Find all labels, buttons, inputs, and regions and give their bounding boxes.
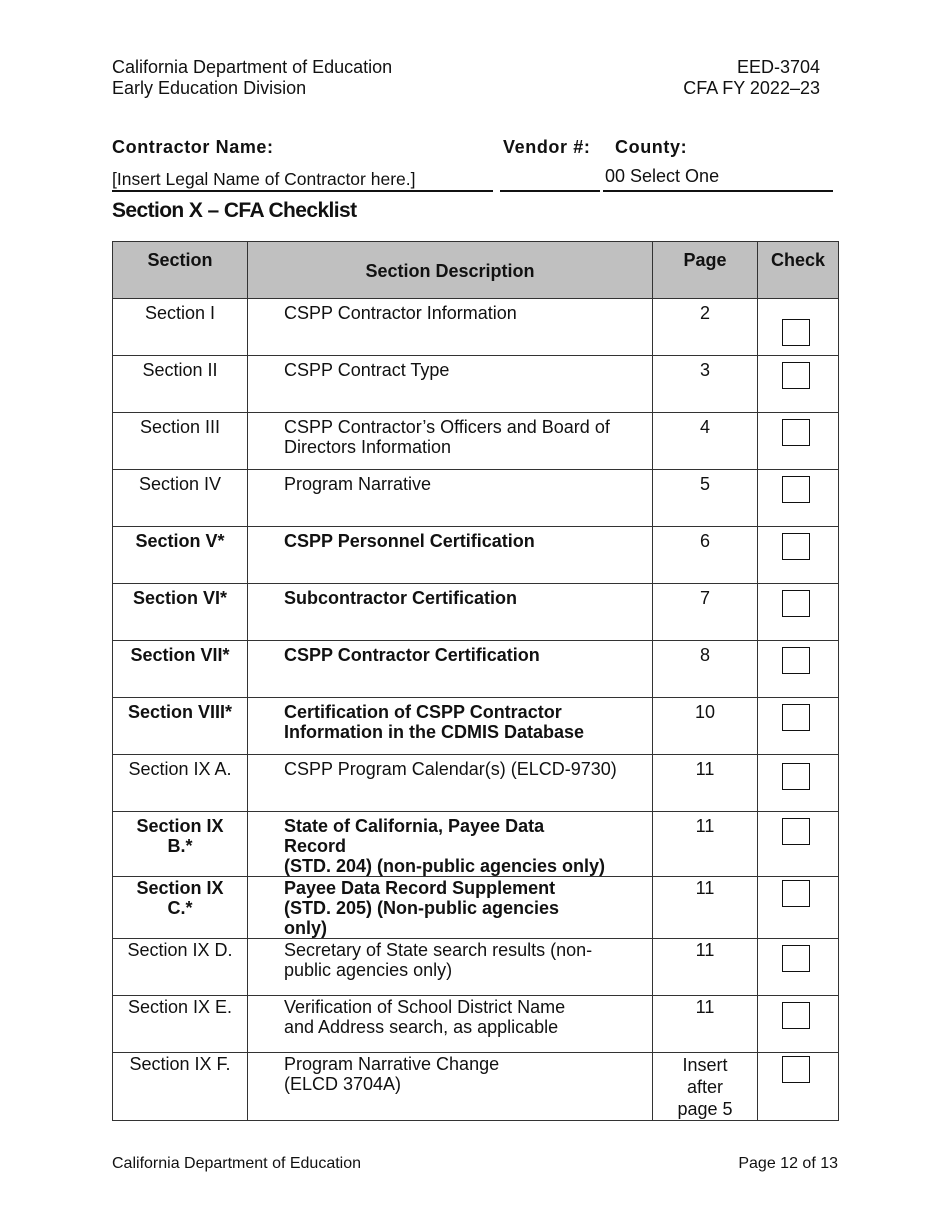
row-description: CSPP Personnel Certification bbox=[248, 527, 653, 584]
contractor-name-label: Contractor Name: bbox=[112, 137, 274, 157]
check-box[interactable] bbox=[782, 362, 810, 389]
row-section: Section VIII* bbox=[113, 698, 248, 755]
row-page: 11 bbox=[653, 755, 758, 812]
table-row bbox=[113, 527, 839, 584]
row-section: Section IX E. bbox=[113, 996, 248, 1053]
col-header-section: Section bbox=[113, 242, 248, 299]
row-description: Verification of School District Name and Address search, as applicable bbox=[248, 996, 653, 1053]
vendor-label: Vendor #: bbox=[503, 137, 591, 157]
row-description bbox=[248, 812, 653, 877]
row-check-cell bbox=[758, 996, 839, 1053]
table-row bbox=[113, 470, 839, 527]
check-box[interactable] bbox=[782, 590, 810, 617]
row-page: Insert after page 5 bbox=[653, 1053, 758, 1121]
row-page: 11 bbox=[653, 877, 758, 939]
check-box[interactable] bbox=[782, 945, 810, 972]
row-page: 3 bbox=[653, 356, 758, 413]
row-description: CSPP Contractor Information bbox=[248, 299, 653, 356]
county-underline bbox=[603, 190, 833, 192]
col-header-check: Check bbox=[758, 242, 839, 299]
row-page: 11 bbox=[653, 939, 758, 996]
table-row bbox=[113, 812, 839, 877]
footer-org: California Department of Education bbox=[112, 1155, 362, 1172]
col-header-description: Section Description bbox=[248, 242, 653, 299]
row-description: CSPP Program Calendar(s) (ELCD-9730) bbox=[248, 755, 653, 812]
table-row bbox=[113, 356, 839, 413]
row-section: Section VI* bbox=[113, 584, 248, 641]
row-description-line2: (STD. 204) (non-public agencies only) bbox=[284, 856, 606, 876]
footer-page-info: Page 12 of 13 bbox=[738, 1155, 838, 1172]
row-page: 2 bbox=[653, 299, 758, 356]
row-section: Section IX B.* bbox=[113, 812, 248, 877]
row-description-line1: Program Narrative Change bbox=[284, 1054, 500, 1074]
check-box[interactable] bbox=[782, 1002, 810, 1029]
row-page: 11 bbox=[653, 812, 758, 877]
table-row bbox=[113, 996, 839, 1053]
row-description: Secretary of State search results (non-public agencies only) bbox=[248, 939, 653, 996]
row-check-cell bbox=[758, 939, 839, 996]
table-row bbox=[113, 939, 839, 996]
row-check-cell bbox=[758, 299, 839, 356]
row-section: Section IV bbox=[113, 470, 248, 527]
form-id: EED-3704 bbox=[736, 57, 820, 77]
row-section: Section V* bbox=[113, 527, 248, 584]
row-check-cell bbox=[758, 641, 839, 698]
row-description-line2: (ELCD 3704A) bbox=[284, 1074, 402, 1094]
check-box[interactable] bbox=[782, 476, 810, 503]
row-check-cell bbox=[758, 413, 839, 470]
row-check-cell bbox=[758, 1053, 839, 1121]
row-page: 8 bbox=[653, 641, 758, 698]
check-box[interactable] bbox=[782, 880, 810, 907]
row-section: Section VII* bbox=[113, 641, 248, 698]
table-row bbox=[113, 698, 839, 755]
row-section: Section III bbox=[113, 413, 248, 470]
row-page: 7 bbox=[653, 584, 758, 641]
org-name: California Department of Education bbox=[112, 57, 393, 77]
row-section: Section IX F. bbox=[113, 1053, 248, 1121]
row-check-cell bbox=[758, 584, 839, 641]
check-box[interactable] bbox=[782, 818, 810, 845]
check-box[interactable] bbox=[782, 533, 810, 560]
col-header-page: Page bbox=[653, 242, 758, 299]
table-header-row bbox=[113, 242, 839, 299]
row-description: Certification of CSPP Contractor Information in the CDMIS Database bbox=[248, 698, 653, 755]
row-check-cell bbox=[758, 527, 839, 584]
row-description: Program Narrative bbox=[248, 470, 653, 527]
row-description: CSPP Contractor’s Officers and Board of Directors Information bbox=[248, 413, 653, 470]
row-description bbox=[248, 1053, 653, 1121]
vendor-underline bbox=[500, 190, 600, 192]
table-row bbox=[113, 755, 839, 812]
check-box[interactable] bbox=[782, 647, 810, 674]
row-description: CSPP Contractor Certification bbox=[248, 641, 653, 698]
table-row bbox=[113, 1053, 839, 1121]
check-box[interactable] bbox=[782, 419, 810, 446]
table-row bbox=[113, 413, 839, 470]
row-section: Section I bbox=[113, 299, 248, 356]
contractor-name-field[interactable]: [Insert Legal Name of Contractor here.] bbox=[112, 169, 416, 189]
row-page: 11 bbox=[653, 996, 758, 1053]
table-row bbox=[113, 299, 839, 356]
check-box[interactable] bbox=[782, 763, 810, 790]
row-section: Section IX D. bbox=[113, 939, 248, 996]
county-label: County: bbox=[615, 137, 688, 157]
row-page: 4 bbox=[653, 413, 758, 470]
row-page: 6 bbox=[653, 527, 758, 584]
row-description: Subcontractor Certification bbox=[248, 584, 653, 641]
table-row bbox=[113, 584, 839, 641]
division-name: Early Education Division bbox=[112, 78, 307, 98]
contractor-name-underline bbox=[112, 190, 493, 192]
row-description-line1: State of California, Payee Data Record bbox=[284, 816, 545, 856]
check-box[interactable] bbox=[782, 704, 810, 731]
row-check-cell bbox=[758, 356, 839, 413]
row-check-cell bbox=[758, 755, 839, 812]
checklist-table bbox=[112, 241, 839, 1121]
row-section: Section II bbox=[113, 356, 248, 413]
check-box[interactable] bbox=[782, 319, 810, 346]
row-check-cell bbox=[758, 877, 839, 939]
row-page: 10 bbox=[653, 698, 758, 755]
row-check-cell bbox=[758, 470, 839, 527]
row-description: CSPP Contract Type bbox=[248, 356, 653, 413]
county-select[interactable]: 00 Select One bbox=[605, 166, 720, 186]
row-check-cell bbox=[758, 812, 839, 877]
check-box[interactable] bbox=[782, 1056, 810, 1083]
row-page: 5 bbox=[653, 470, 758, 527]
row-section: Section IX C.* bbox=[113, 877, 248, 939]
fiscal-year: CFA FY 2022–23 bbox=[683, 78, 820, 98]
row-description: Payee Data Record Supplement (STD. 205) (Non-public agencies only) bbox=[248, 877, 653, 939]
table-row bbox=[113, 641, 839, 698]
row-check-cell bbox=[758, 698, 839, 755]
table-row bbox=[113, 877, 839, 939]
section-title: Section X – CFA Checklist bbox=[112, 199, 357, 222]
row-section: Section IX A. bbox=[113, 755, 248, 812]
